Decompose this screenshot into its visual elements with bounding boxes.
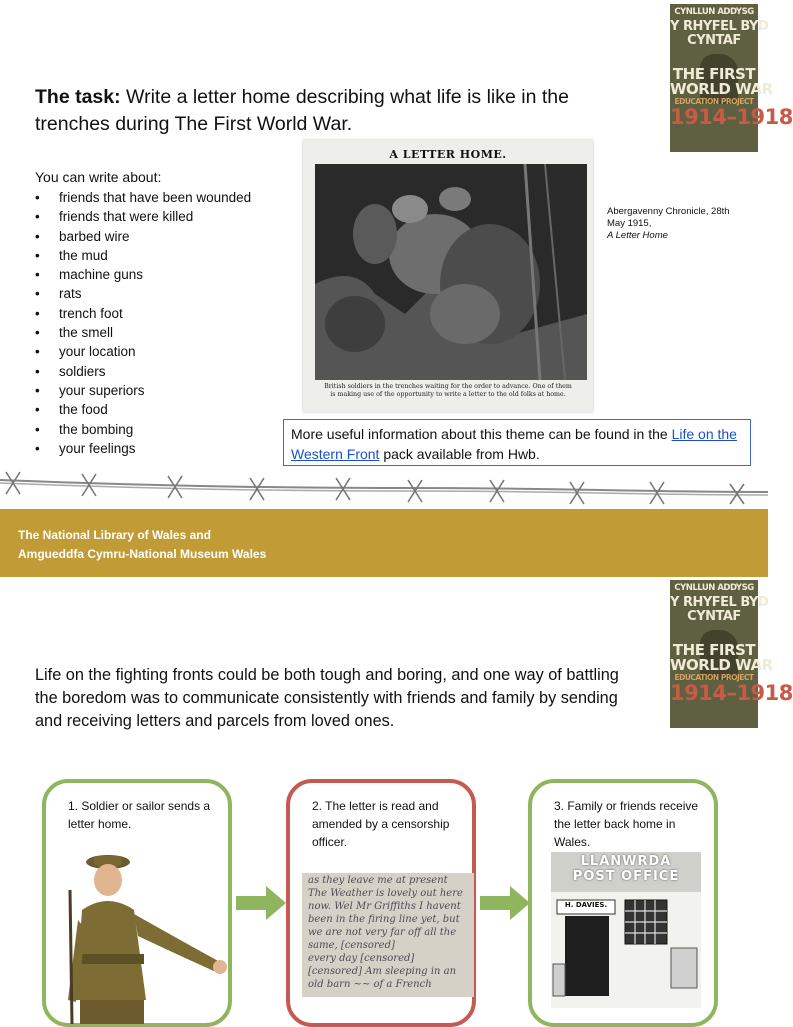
logo-line: 1914–1918 (670, 105, 793, 129)
topic-text: your location (59, 344, 136, 360)
bullet: • (35, 382, 40, 398)
bullet: • (35, 344, 40, 360)
letter-line: now. Wel Mr Griffiths I havent (308, 901, 461, 912)
write-about-label: You can write about: (35, 169, 162, 185)
topic-text: soldiers (59, 363, 106, 379)
letter-line: we are not very far off all the (308, 927, 457, 938)
po-sign-label: POST OFFICE (572, 869, 680, 884)
letter-line: The Weather is lovely out here (308, 888, 463, 899)
logo-line: Y RHYFEL BYD (670, 18, 769, 34)
post-office-image (551, 852, 701, 1008)
topic-text: your superiors (59, 382, 145, 398)
list-item (35, 246, 251, 265)
logo-line: EDUCATION PROJECT (674, 96, 754, 106)
bullet: • (35, 267, 40, 283)
letter-line: as they leave me at present (308, 875, 448, 886)
letter-line: old barn ~~ of a French (308, 979, 432, 990)
list-item (35, 304, 251, 323)
arrow-right-icon (480, 886, 530, 920)
list-item (35, 400, 251, 419)
list-item (35, 188, 251, 207)
list-item (35, 420, 251, 439)
barbed-wire-divider (0, 466, 768, 506)
logo-line: THE FIRST (672, 64, 756, 83)
list-item (35, 362, 251, 381)
newspaper-caption (309, 383, 587, 399)
bullet: • (35, 421, 40, 437)
letter-line: [censored] Am sleeping in an (308, 966, 457, 977)
topic-text: the bombing (59, 421, 134, 437)
censored-letter-image (302, 873, 474, 997)
task-label: The task: (35, 86, 121, 108)
credit-source: Abergavenny Chronicle, 28th May 1915, (607, 206, 730, 229)
list-item (35, 323, 251, 342)
list-item (35, 284, 251, 303)
credit-title: A Letter Home (607, 230, 668, 241)
western-front-link[interactable]: Life on the Western Front (291, 426, 737, 462)
bullet: • (35, 190, 40, 205)
letter-line: same, [censored] (308, 940, 395, 951)
topic-text: your feelings (59, 440, 136, 456)
po-sign-town: LLANWRDA (580, 854, 672, 869)
logo-line: CYNTAF (687, 32, 741, 48)
task-heading (35, 84, 645, 138)
step-text: 3. Family or friends receive the letter back home in Wales. (554, 799, 699, 849)
logo-line: WORLD WAR (670, 79, 773, 98)
letter-line: been in the firing line yet, but (308, 914, 460, 925)
bullet: • (35, 228, 40, 244)
arrow-right-icon (236, 886, 286, 920)
intro-paragraph: Life on the fighting fronts could be both tough and boring, and one way of battling the boredom was to communicate consistently with friends and family by sending and receiving letters and parcels from loved ones. (35, 666, 619, 730)
topic-text: trench foot (59, 305, 123, 321)
caption-line: British soldiers in the trenches waiting for the order to advance. One of them (324, 383, 572, 390)
topic-text: barbed wire (59, 228, 130, 244)
bullet: • (35, 247, 40, 263)
topics-list (35, 188, 251, 458)
newspaper-heading: A LETTER HOME. (389, 148, 507, 161)
list-item (35, 265, 251, 284)
image-credit (607, 206, 742, 242)
trench-soldiers-photo (315, 164, 587, 380)
list-item (35, 342, 251, 361)
task-text: Write a letter home describing what life is like in the trenches during The First World War. (35, 86, 569, 135)
step-text: 2. The letter is read and amended by a censorship officer. (312, 799, 450, 849)
logo-line: THE FIRST (672, 640, 756, 659)
topic-text: machine guns (59, 267, 144, 283)
logo-line: CYNTAF (687, 608, 741, 624)
topic-text: the smell (59, 325, 114, 341)
info-text-end: pack available from Hwb. (379, 446, 540, 462)
logo-line: CYNLLUN ADDYSG (674, 7, 754, 17)
logo-line: WORLD WAR (670, 655, 773, 674)
list-item (35, 227, 251, 246)
bullet: • (35, 286, 40, 302)
caption-line: is making use of the opportunity to write a letter to the old folks at home. (330, 391, 566, 398)
info-box (283, 419, 751, 466)
bullet: • (35, 209, 40, 225)
bullet: • (35, 440, 40, 456)
bullet: • (35, 305, 40, 321)
topic-text: friends that were killed (59, 209, 194, 225)
info-text: More useful information about this theme can be found in the (291, 426, 672, 442)
logo-line: EDUCATION PROJECT (674, 672, 754, 682)
logo-line: Y RHYFEL BYD (670, 594, 769, 610)
soldier-image (60, 850, 230, 1024)
topic-text: friends that have been wounded (59, 190, 252, 205)
topic-text: rats (59, 286, 82, 302)
step-text: 1. Soldier or sailor sends a letter home. (68, 799, 211, 831)
topic-text: the mud (59, 247, 108, 263)
bullet: • (35, 363, 40, 379)
footer-line: Amgueddfa Cymru-National Museum Wales (18, 547, 267, 561)
po-name-board: H. DAVIES. (564, 901, 608, 909)
topic-text: the food (59, 402, 108, 418)
first-world-war-logo (670, 580, 793, 728)
letter-line: every day [censored] (308, 953, 415, 964)
list-item (35, 439, 251, 458)
bullet: • (35, 325, 40, 341)
logo-line: 1914–1918 (670, 681, 793, 705)
list-item (35, 381, 251, 400)
logo-line: CYNLLUN ADDYSG (674, 583, 754, 593)
list-item (35, 207, 251, 226)
first-world-war-logo (670, 4, 793, 152)
footer-band (0, 509, 768, 577)
bullet: • (35, 402, 40, 418)
footer-line: The National Library of Wales and (18, 528, 211, 542)
newspaper-clipping (303, 140, 593, 412)
